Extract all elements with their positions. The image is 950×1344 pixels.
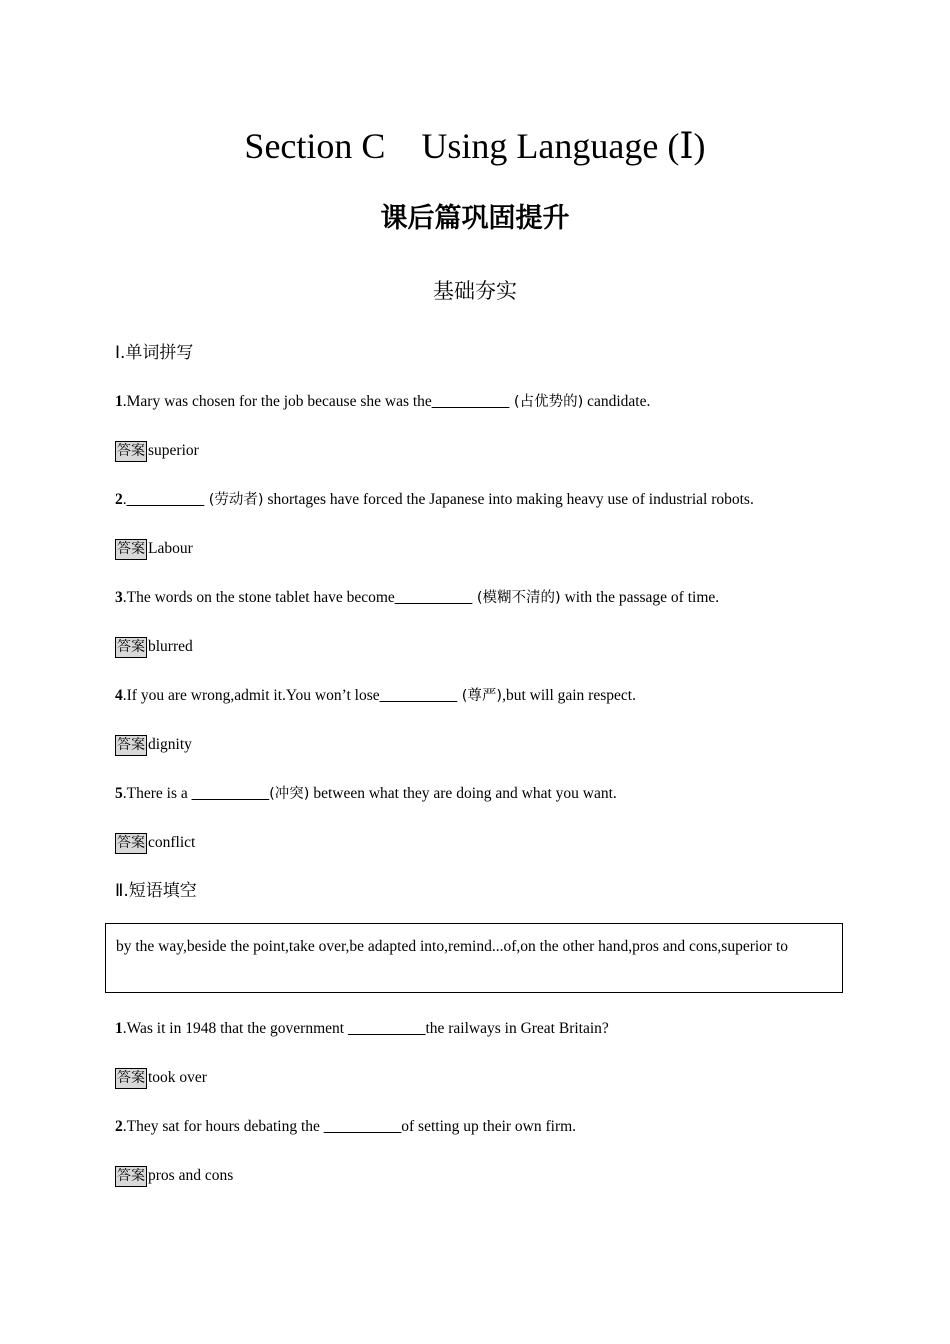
phrase-answer-2 [115,1164,233,1188]
page-title: Section C Using Language (Ⅰ) [244,126,706,166]
chinese-hint: (模糊不清的) [472,590,561,606]
spelling-answer-5 [115,831,195,855]
question-text-end: shortages have forced the Japanese into making heavy use of industrial robots. [263,491,754,508]
chinese-hint: (占优势的) [509,394,584,410]
answer-blank: __________ [191,785,270,802]
phrase-question-2 [115,1115,576,1139]
answer-text: Labour [148,540,193,557]
spelling-question-3 [115,586,719,610]
question-text: .If you are wrong,admit it.You won’t lose [122,687,380,704]
question-number: 2 [115,491,123,508]
question-text-end: with the passage of time. [560,589,720,606]
answer-blank: __________ [347,1020,426,1037]
spelling-question-4 [115,684,636,708]
spelling-answer-4 [115,733,192,757]
answer-blank: __________ [379,687,458,704]
chinese-hint: (冲突) [269,786,310,802]
section-heading-phrases: Ⅱ.短语填空 [115,881,197,901]
answer-tag: 答案 [115,637,147,658]
section-heading-spelling: Ⅰ.单词拼写 [115,343,194,363]
answer-text: dignity [148,736,192,753]
question-text: .The words on the stone tablet have become [122,589,395,606]
question-text: .There is a [122,785,192,802]
answer-tag: 答案 [115,441,147,462]
chinese-hint: (尊严) [457,688,503,704]
question-text: .They sat for hours debating the [122,1118,324,1135]
answer-text: blurred [148,638,193,655]
answer-blank: __________ [323,1118,402,1135]
spelling-question-5 [115,782,617,806]
question-text-end: ,but will gain respect. [502,687,636,704]
question-text: . [122,491,127,508]
question-text-end: candidate. [583,393,651,410]
answer-tag: 答案 [115,1068,147,1089]
answer-tag: 答案 [115,1166,147,1187]
phrase-answer-1 [115,1066,207,1090]
question-text-end: the railways in Great Britain? [425,1020,609,1037]
answer-blank: __________ [394,589,473,606]
phrase-word-box: by the way,beside the point,take over,be adapted into,remind...of,on the other hand,pros and cons,superior to [105,923,843,993]
question-number: 1 [115,393,123,410]
question-text: .Mary was chosen for the job because she was the [122,393,432,410]
answer-tag: 答案 [115,735,147,756]
question-text: .Was it in 1948 that the government [122,1020,348,1037]
question-number: 3 [115,589,123,606]
question-text-end: between what they are doing and what you want. [309,785,617,802]
spelling-answer-2 [115,537,193,561]
spelling-answer-1 [115,439,199,463]
answer-text: pros and cons [148,1167,234,1184]
question-number: 2 [115,1118,123,1135]
chinese-hint: (劳动者) [204,492,264,508]
answer-text: took over [148,1069,207,1086]
spelling-question-2 [115,488,754,512]
spelling-question-1 [115,390,650,414]
answer-text: superior [148,442,199,459]
answer-blank: __________ [126,491,205,508]
answer-tag: 答案 [115,833,147,854]
question-number: 1 [115,1020,123,1037]
level-heading: 基础夯实 [433,279,517,303]
question-text-end: of setting up their own firm. [401,1118,577,1135]
question-number: 4 [115,687,123,704]
spelling-answer-3 [115,635,193,659]
answer-text: conflict [148,834,196,851]
page-subtitle: 课后篇巩固提升 [380,203,570,234]
answer-tag: 答案 [115,539,147,560]
question-number: 5 [115,785,123,802]
phrase-question-1 [115,1017,609,1041]
answer-blank: __________ [431,393,510,410]
